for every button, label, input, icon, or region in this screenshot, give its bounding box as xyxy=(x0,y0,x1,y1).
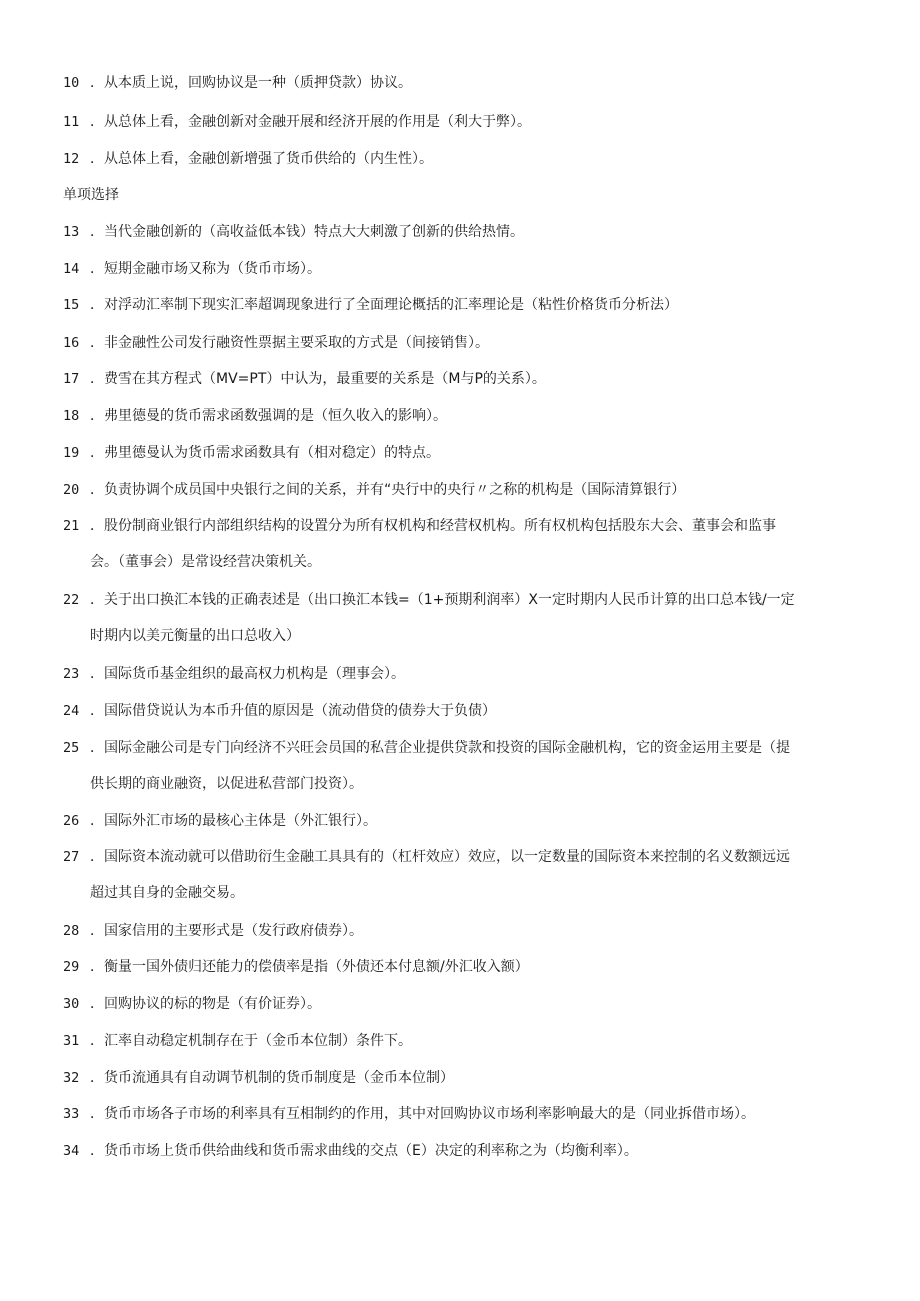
question-item xyxy=(63,406,863,426)
item-number: 19 xyxy=(63,445,80,461)
item-number: 31 xyxy=(63,1033,80,1049)
question-item xyxy=(63,664,863,684)
question-item xyxy=(63,369,863,389)
item-number: 13 xyxy=(63,224,80,240)
question-item xyxy=(63,847,863,903)
item-number: 10 xyxy=(63,75,80,91)
item-text: ．弗里德曼认为货币需求函数具有（相对稳定）的特点。 xyxy=(90,445,440,461)
item-number: 15 xyxy=(63,297,80,313)
question-item xyxy=(63,590,863,646)
item-number: 28 xyxy=(63,923,80,939)
question-item xyxy=(63,222,863,242)
question-item xyxy=(63,112,863,132)
item-text: ．国际货币基金组织的最高权力机构是（理事会）。 xyxy=(90,666,405,682)
item-number: 34 xyxy=(63,1143,80,1159)
question-item xyxy=(63,149,863,169)
item-number: 30 xyxy=(63,996,80,1012)
item-text: ．国际借贷说认为本币升值的原因是（流动借贷的债券大于负债） xyxy=(90,703,496,719)
item-text: ．从总体上看，金融创新增强了货币供给的（内生性）。 xyxy=(90,151,433,167)
item-text-continued: 超过其自身的金融交易。 xyxy=(90,885,244,901)
item-text: ．对浮动汇率制下现实汇率超调现象进行了全面理论概括的汇率理论是（粘性价格货币分析法） xyxy=(90,297,678,313)
item-number: 22 xyxy=(63,592,80,608)
item-text: ．汇率自动稳定机制存在于（金币本位制）条件下。 xyxy=(90,1033,412,1049)
question-item xyxy=(63,921,863,941)
item-text: ．从本质上说，回购协议是一种（质押贷款）协议。 xyxy=(90,75,412,91)
question-item xyxy=(63,443,863,463)
question-item xyxy=(63,1141,863,1161)
item-number: 27 xyxy=(63,849,80,865)
item-text: ．当代金融创新的（高收益低本钱）特点大大刺激了创新的供给热情。 xyxy=(90,224,524,240)
item-text: ．回购协议的标的物是（有价证券）。 xyxy=(90,996,321,1012)
item-text: ．国家信用的主要形式是（发行政府债券）。 xyxy=(90,923,363,939)
question-item xyxy=(63,701,863,721)
item-text: ．衡量一国外债归还能力的偿债率是指（外债还本付息额/外汇收入额） xyxy=(90,959,529,975)
question-item xyxy=(63,1031,863,1051)
question-item xyxy=(63,811,863,831)
item-number: 18 xyxy=(63,408,80,424)
item-number: 12 xyxy=(63,151,80,167)
item-text: ．非金融性公司发行融资性票据主要采取的方式是（间接销售）。 xyxy=(90,335,489,351)
item-number: 14 xyxy=(63,261,80,277)
item-number: 23 xyxy=(63,666,80,682)
item-number: 16 xyxy=(63,335,80,351)
item-text: ．货币流通具有自动调节机制的货币制度是（金币本位制） xyxy=(90,1070,454,1086)
question-item xyxy=(63,957,863,977)
item-text: ．费雪在其方程式（MV=PT）中认为，最重要的关系是（M与P的关系）。 xyxy=(90,371,546,387)
item-text: ．国际金融公司是专门向经济不兴旺会员国的私营企业提供贷款和投资的国际金融机构，它的资金运用主要是（提 xyxy=(90,740,790,756)
question-item xyxy=(63,73,863,93)
item-number: 26 xyxy=(63,813,80,829)
item-text: ．短期金融市场又称为（货币市场）。 xyxy=(90,261,321,277)
question-item xyxy=(63,994,863,1014)
item-number: 17 xyxy=(63,371,80,387)
question-item xyxy=(63,295,863,315)
section-title: 单项选择 xyxy=(63,187,119,203)
item-text: ．国际资本流动就可以借助衍生金融工具具有的（杠杆效应）效应，以一定数量的国际资本来控制的名义数额远远 xyxy=(90,849,790,865)
question-item xyxy=(63,1068,863,1088)
item-text: ．负责协调个成员国中央银行之间的关系，并有“央行中的央行〃之称的机构是（国际清算银行） xyxy=(90,482,686,498)
question-item xyxy=(63,333,863,353)
item-number: 32 xyxy=(63,1070,80,1086)
item-number: 20 xyxy=(63,482,80,498)
question-item xyxy=(63,1104,863,1124)
item-text: ．国际外汇市场的最核心主体是（外汇银行）。 xyxy=(90,813,377,829)
item-number: 33 xyxy=(63,1106,80,1122)
item-text: ．股份制商业银行内部组织结构的设置分为所有权机构和经营权机构。所有权机构包括股东大会、董事会和监事 xyxy=(90,518,776,534)
item-text-continued: 会。（董事会）是常设经营决策机关。 xyxy=(90,554,321,570)
item-text: ．从总体上看，金融创新对金融开展和经济开展的作用是（利大于弊）。 xyxy=(90,114,531,130)
item-number: 21 xyxy=(63,518,80,534)
item-text: ．货币市场各子市场的利率具有互相制约的作用，其中对回购协议市场利率影响最大的是（同业拆借市场）。 xyxy=(90,1106,755,1122)
question-item xyxy=(63,516,863,572)
item-number: 24 xyxy=(63,703,80,719)
question-item xyxy=(63,738,863,794)
question-item xyxy=(63,259,863,279)
item-number: 11 xyxy=(63,114,80,130)
item-text: ．货币市场上货币供给曲线和货币需求曲线的交点（E）决定的利率称之为（均衡利率）。 xyxy=(90,1143,638,1159)
question-item xyxy=(63,480,863,500)
item-text-continued: 供长期的商业融资，以促进私营部门投资）。 xyxy=(90,776,363,792)
item-text: ．关于出口换汇本钱的正确表述是（出口换汇本钱=（1+预期利润率）X一定时期内人民币计算的出口总本钱/一定 xyxy=(90,592,795,608)
item-text: ．弗里德曼的货币需求函数强调的是（恒久收入的影响）。 xyxy=(90,408,447,424)
item-text-continued: 时期内以美元衡量的出口总收入） xyxy=(90,628,300,644)
item-number: 25 xyxy=(63,740,80,756)
item-number: 29 xyxy=(63,959,80,975)
